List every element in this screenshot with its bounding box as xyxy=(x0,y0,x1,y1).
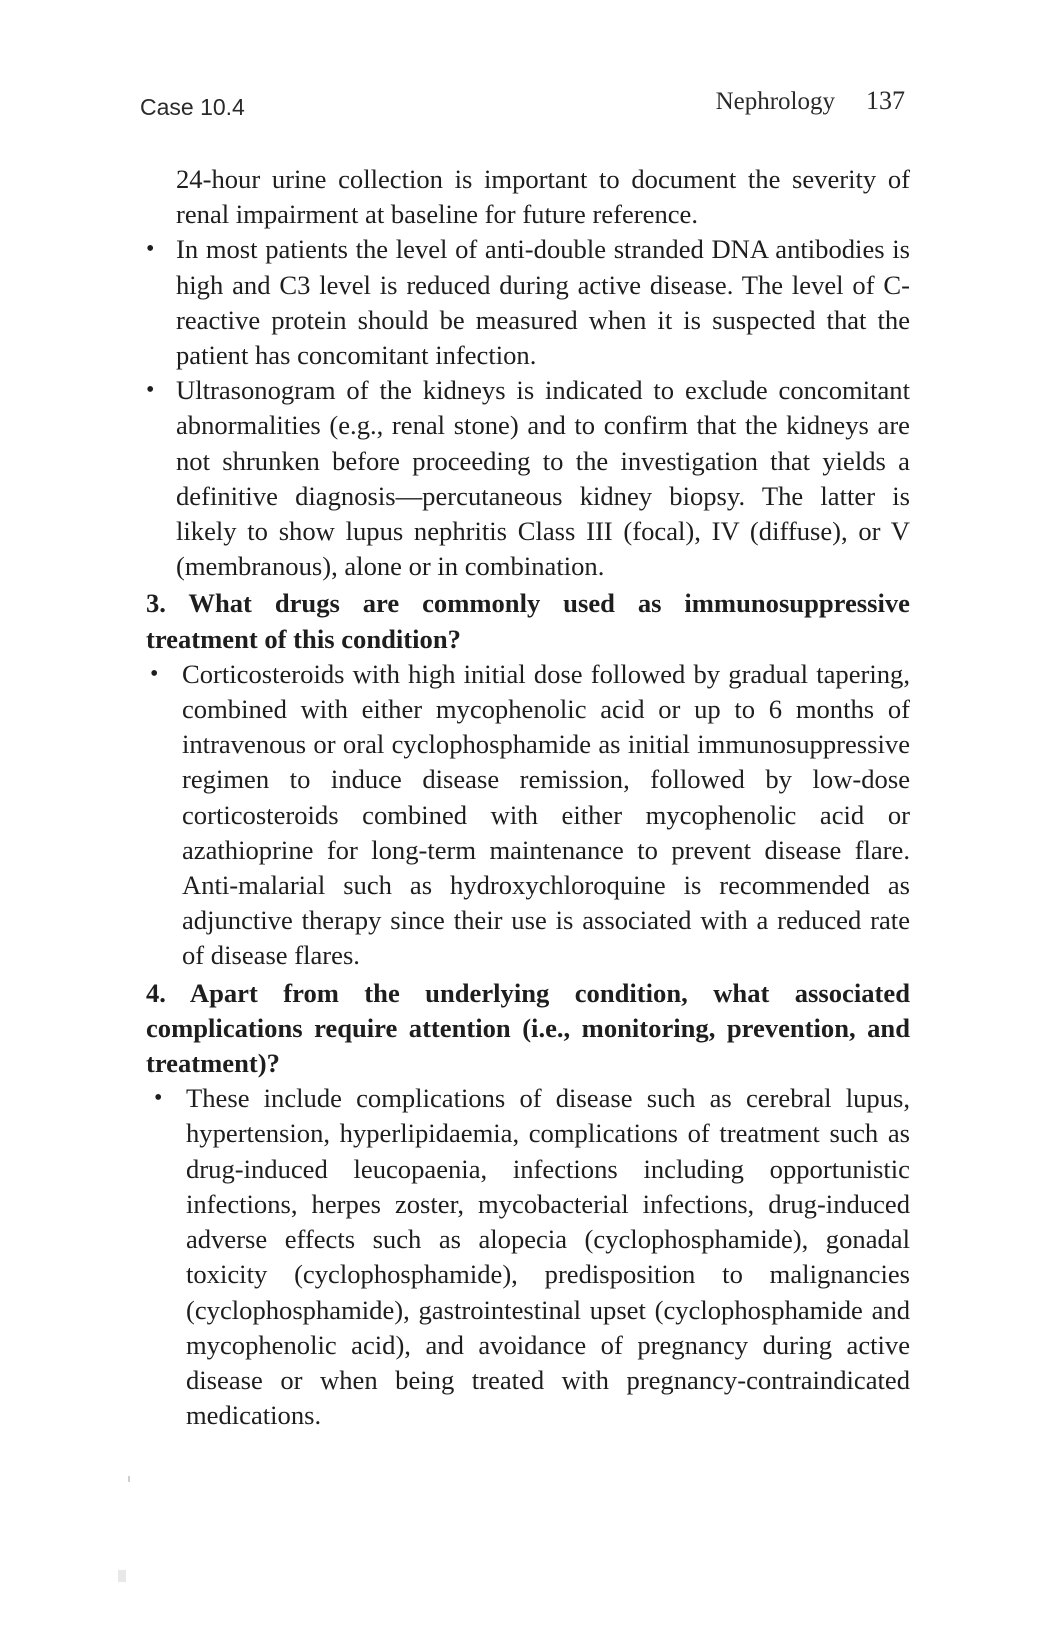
bullet-icon: • xyxy=(146,236,155,263)
bullet-list-treatment xyxy=(146,657,910,974)
continuation-paragraph: 24-hour urine collection is important to document the severity of renal impairment at baseline for future reference. xyxy=(176,164,910,230)
bullet-icon: • xyxy=(150,660,159,687)
body-text xyxy=(146,162,910,1433)
list-item xyxy=(146,373,910,584)
list-item xyxy=(146,232,910,373)
bullet-list-investigations xyxy=(146,232,910,584)
list-item xyxy=(146,1081,910,1433)
scan-artifact xyxy=(128,1476,130,1482)
bullet-list-complications xyxy=(146,1081,910,1433)
page-number: 137 xyxy=(866,86,905,115)
list-item-text: In most patients the level of anti-double stranded DNA antibodies is high and C3 level is reduced during active disease. The level of C-reactive protein should be measured when it is suspected that the patient has concomitant infection. xyxy=(176,234,910,371)
chapter-title: Nephrology xyxy=(715,88,835,115)
list-item-text: These include complications of disease such as cerebral lupus, hypertension, hyperlipidaemia, complications of treatment such as drug-induced leucopaenia, infections including opportunistic infections, herpes zoster, mycobacterial infections, drug-induced adverse effects such as alopecia (cyclophosphamide), gonadal toxicity (cyclophosphamide), predisposition to malignancies (cyclophosphamide), gastrointestinal upset (cyclophosphamide and mycophenolic acid), and avoidance of pregnancy during active disease or when being treated with pregnancy-contraindicated medications. xyxy=(186,1083,910,1431)
list-item-text: Ultrasonogram of the kidneys is indicated to exclude concomitant abnormalities (e.g., renal stone) and to confirm that the kidneys are not shrunken before proceeding to the investigation that yields a definitive diagnosis—percutaneous kidney biopsy. The latter is likely to show lupus nephritis Class III (focal), IV (diffuse), or V (membranous), alone or in combination. xyxy=(176,375,910,582)
bullet-icon: • xyxy=(146,377,155,404)
question-3-heading: 3. What drugs are commonly used as immunosuppressive treatment of this condition? xyxy=(146,588,910,654)
list-item xyxy=(146,657,910,974)
scan-artifact xyxy=(118,1570,126,1582)
bullet-icon: • xyxy=(154,1085,163,1112)
question-4-heading: 4. Apart from the underlying condition, what associated complications require attention (i.e., monitoring, prevention, and treatment)? xyxy=(146,977,910,1079)
case-label: Case 10.4 xyxy=(140,94,245,120)
list-item-text: Corticosteroids with high initial dose followed by gradual tapering, combined with either mycophenolic acid or up to 6 months of intravenous or oral cyclophosphamide as initial immunosuppressive regimen to induce disease remission, followed by low-dose corticosteroids combined with either mycophenolic acid or azathioprine for long-term maintenance to prevent disease flare. Anti-malarial such as hydroxychloroquine is recommended as adjunctive therapy since their use is associated with a reduced rate of disease flares. xyxy=(182,658,910,971)
running-header xyxy=(140,88,905,124)
